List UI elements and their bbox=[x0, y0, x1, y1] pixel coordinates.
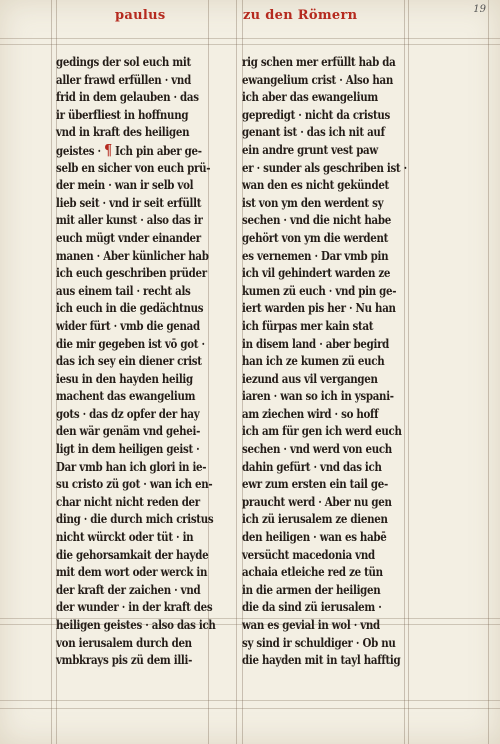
text-line: euch mügt vnder einander bbox=[56, 230, 201, 245]
text-line: gepredigt · nicht da cristus bbox=[242, 107, 391, 122]
text-line: von ierusalem durch den bbox=[56, 635, 192, 650]
text-line: Dar vmb han ich glori in ie- bbox=[56, 459, 207, 474]
text-line: ich aber das ewangelium bbox=[242, 90, 378, 105]
text-line: in die armen der heiligen bbox=[242, 582, 381, 597]
folio-number: 19 bbox=[473, 4, 486, 15]
text-line: vnd in kraft des heiligen bbox=[56, 125, 190, 140]
text-line: iesu in den hayden heilig bbox=[56, 371, 193, 386]
text-line: sechen · vnd werd von euch bbox=[242, 442, 392, 457]
text-line: ewangelium crist · Also han bbox=[242, 72, 393, 87]
text-line: ewr zum ersten ein tail ge- bbox=[242, 477, 388, 492]
text-line: lieb seit · vnd ir seit erfüllt bbox=[56, 195, 202, 210]
ruling-line bbox=[488, 0, 489, 744]
text-line: gedings der sol euch mit bbox=[56, 55, 191, 69]
text-line: rig schen mer erfüllt hab da bbox=[242, 55, 396, 69]
text-line: die hayden mit in tayl hafftig bbox=[242, 653, 401, 668]
paragraph-mark-icon: ¶ bbox=[104, 140, 112, 159]
text-line: ich euch in die gedächtnus bbox=[56, 301, 204, 316]
text-line: heiligen geistes · also das ich bbox=[56, 618, 216, 632]
ruling-line bbox=[208, 0, 209, 744]
ruling-line bbox=[404, 0, 405, 744]
text-line: ir überfliest in hoffnung bbox=[56, 107, 189, 122]
text-line: den wär genäm vnd gehei- bbox=[56, 424, 201, 439]
text-line: versücht macedonia vnd bbox=[242, 547, 375, 562]
text-line: wan den es nicht gekündet bbox=[242, 178, 389, 193]
text-line: sechen · vnd die nicht habe bbox=[242, 213, 391, 228]
text-line: genant ist · das ich nit auf bbox=[242, 125, 385, 140]
text-line: wan es gevial in wol · vnd bbox=[242, 618, 380, 632]
text-line: er · sunder als geschriben ist · bbox=[242, 160, 407, 175]
text-line: die gehorsamkait der hayde bbox=[56, 547, 209, 562]
text-line: ist von ym den werdent sy bbox=[242, 195, 384, 210]
text-line: ich vil gehindert warden ze bbox=[242, 266, 391, 281]
text-line: aller frawd erfüllen · vnd bbox=[56, 72, 191, 87]
text-line: manen · Aber künlicher hab bbox=[56, 248, 209, 263]
ruling-line bbox=[0, 708, 500, 709]
ruling-line bbox=[0, 38, 500, 39]
text-line: kumen zü euch · vnd pin ge- bbox=[242, 283, 397, 298]
text-line: ligt in dem heiligen geist · bbox=[56, 442, 200, 457]
text-line: iaren · wan so ich in yspani- bbox=[242, 389, 394, 404]
ruling-line bbox=[236, 0, 237, 744]
text-line: ich euch geschriben prüder bbox=[56, 266, 207, 281]
text-line: aus einem tail · recht als bbox=[56, 283, 191, 298]
text-line: geistes · ¶ Ich pin aber ge- bbox=[56, 140, 202, 159]
ruling-line bbox=[408, 0, 409, 744]
text-line: ich zü ierusalem ze dienen bbox=[242, 512, 388, 527]
text-line: mit dem wort oder werck in bbox=[56, 565, 208, 580]
left-text-column bbox=[56, 54, 216, 670]
text-line: den heiligen · wan es habē bbox=[242, 530, 387, 545]
ruling-line bbox=[51, 0, 52, 744]
text-line: am ziechen wird · so hoff bbox=[242, 406, 379, 421]
text-line: ich fürpas mer kain stat bbox=[242, 318, 374, 333]
text-line: char nicht nicht reden der bbox=[56, 494, 200, 509]
text-line: selb en sicher von euch prü- bbox=[56, 160, 211, 175]
running-head-left: paulus bbox=[115, 8, 166, 23]
text-line: es vernemen · Dar vmb pin bbox=[242, 248, 389, 263]
ruling-line bbox=[0, 700, 500, 701]
text-line: machent das ewangelium bbox=[56, 389, 196, 404]
text-line: iezund aus vil vergangen bbox=[242, 371, 378, 386]
text-line: wider fürt · vmb die genad bbox=[56, 318, 200, 333]
text-line: ding · die durch mich cristus bbox=[56, 512, 214, 527]
ruling-line bbox=[0, 44, 500, 45]
text-line: han ich ze kumen zü euch bbox=[242, 354, 385, 369]
running-head-right: zu den Römern bbox=[243, 8, 358, 23]
text-line: frid in dem gelauben · das bbox=[56, 90, 199, 105]
text-line: su cristo zü got · wan ich en- bbox=[56, 477, 213, 492]
right-text-column bbox=[242, 54, 407, 670]
text-line: mit aller kunst · also das ir bbox=[56, 213, 203, 228]
text-line: dahin gefürt · vnd das ich bbox=[242, 459, 382, 474]
text-line: die da sind zü ierusalem · bbox=[242, 600, 382, 615]
text-line: der kraft der zaichen · vnd bbox=[56, 582, 201, 597]
text-line: iert warden pis her · Nu han bbox=[242, 301, 396, 316]
text-line: sy sind ir schuldiger · Ob nu bbox=[242, 635, 396, 650]
text-line: vmbkrays pis zü dem illi- bbox=[56, 653, 193, 668]
text-line: achaia etleiche red ze tün bbox=[242, 565, 383, 580]
text-line: nicht würckt oder tüt · in bbox=[56, 530, 194, 545]
text-line: gots · das dz opfer der hay bbox=[56, 406, 200, 421]
text-line: ich am für gen ich werd euch bbox=[242, 424, 402, 439]
text-line: der mein · wan ir selb vol bbox=[56, 178, 194, 193]
text-line: das ich sey ein diener crist bbox=[56, 354, 202, 369]
text-line: in disem land · aber begird bbox=[242, 336, 390, 351]
text-line: ein andre grunt vest paw bbox=[242, 142, 378, 157]
text-line: praucht werd · Aber nu gen bbox=[242, 494, 392, 509]
text-line: der wunder · in der kraft des bbox=[56, 600, 213, 615]
text-line: gehört von ym die werdent bbox=[242, 230, 389, 245]
text-line: die mir gegeben ist vō got · bbox=[56, 336, 205, 351]
